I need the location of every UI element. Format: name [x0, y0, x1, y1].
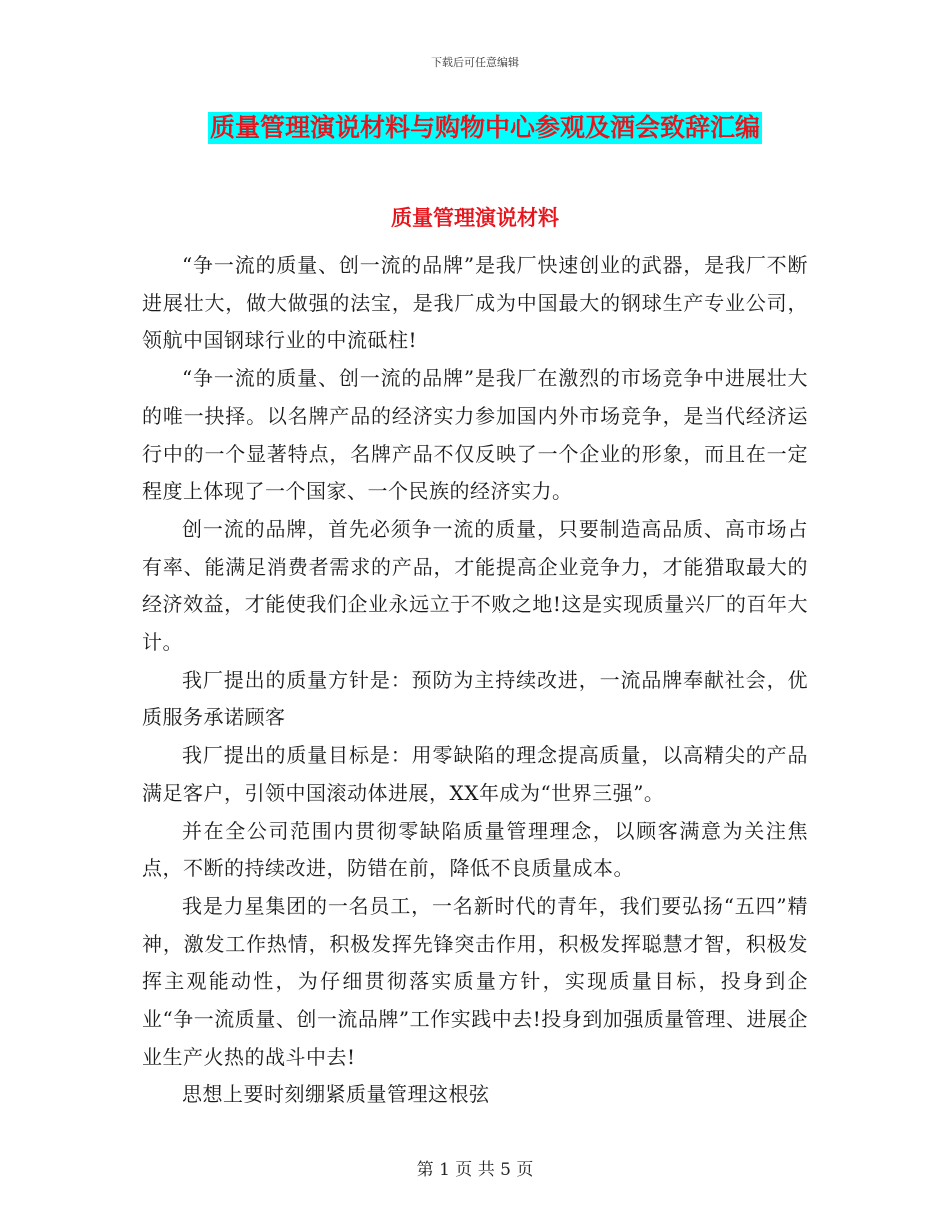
paragraph: “争一流的质量、创一流的品牌”是我厂在激烈的市场竞争中进展壮大的唯一抉择。以名牌产品的经济实力参加国内外市场竞争，是当代经济运行中的一个显著特点，名牌产品不仅反映了一个企业的形象，而且在一定程度上体现了一个国家、一个民族的经济实力。: [142, 366, 808, 504]
document-body: [142, 247, 808, 1114]
section-title: 质量管理演说材料: [391, 206, 559, 230]
header-note: 下载后可任意编辑: [431, 56, 519, 69]
page-number-footer: 第 1 页 共 5 页: [416, 1160, 534, 1180]
paragraph: 创一流的品牌，首先必须争一流的质量，只要制造高品质、高市场占有率、能满足消费者需求的产品，才能提高企业竞争力，才能猎取最大的经济效益，才能使我们企业永远立于不败之地!这是实现质量兴厂的百年大计。: [142, 516, 808, 655]
paragraph: 我厂提出的质量方针是：预防为主持续改进，一流品牌奉献社会，优质服务承诺顾客: [142, 667, 808, 730]
document-title: 质量管理演说材料与购物中心参观及酒会致辞汇编: [210, 113, 761, 142]
paragraph: “争一流的质量、创一流的品牌”是我厂快速创业的武器，是我厂不断进展壮大，做大做强的法宝，是我厂成为中国最大的钢球生产专业公司，领航中国钢球行业的中流砥柱!: [142, 253, 808, 353]
paragraph: 我是力星集团的一名员工，一名新时代的青年，我们要弘扬“五四”精神，激发工作热情，积极发挥先锋突击作用，积极发挥聪慧才智，积极发挥主观能动性，为仔细贯彻落实质量方针，实现质量目标，投身到企业“争一流质量、创一流品牌”工作实践中去!投身到加强质量管理、进展企业生产火热的战斗中去!: [142, 893, 808, 1069]
paragraph: 并在全公司范围内贯彻零缺陷质量管理理念，以顾客满意为关注焦点，不断的持续改进，防错在前，降低不良质量成本。: [142, 818, 808, 881]
paragraph: 思想上要时刻绷紧质量管理这根弦: [182, 1082, 490, 1107]
paragraph: 我厂提出的质量目标是：用零缺陷的理念提高质量，以高精尖的产品满足客户，引领中国滚动体进展，XX年成为“世界三强”。: [142, 743, 808, 805]
